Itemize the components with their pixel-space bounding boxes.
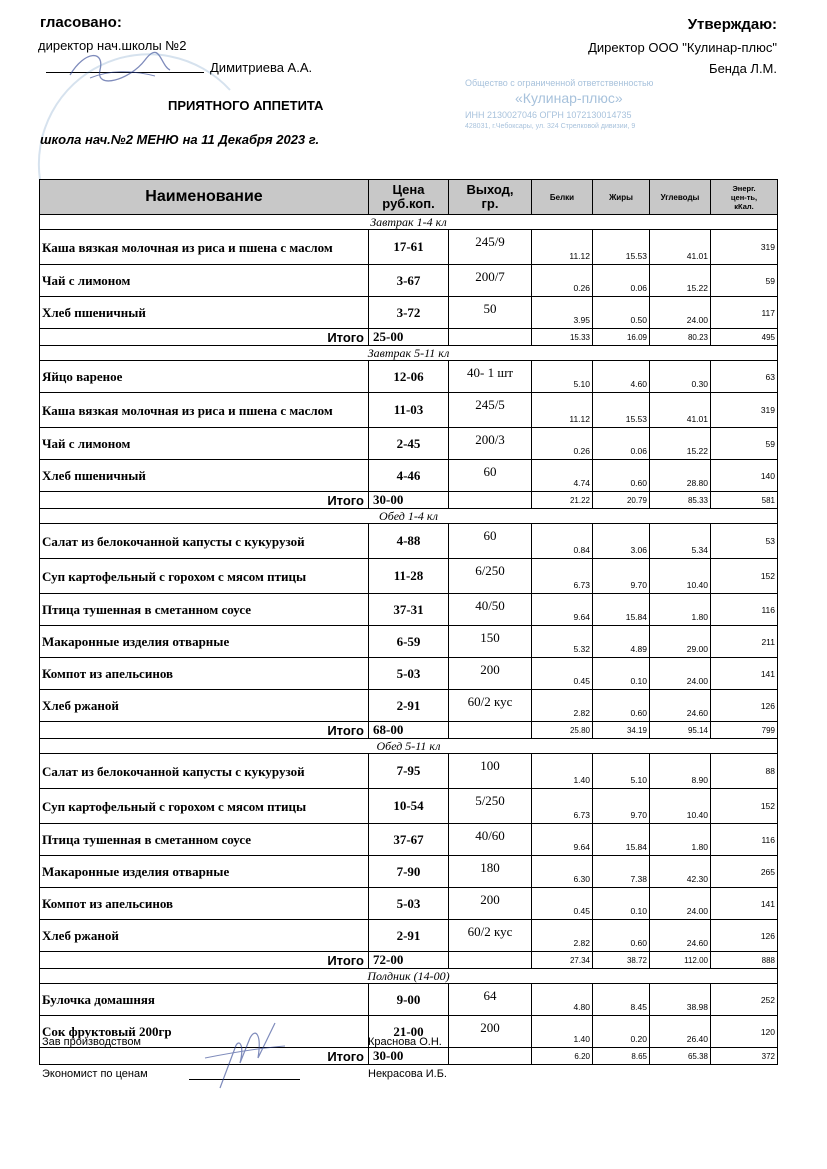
table-row (40, 690, 778, 722)
total-row (40, 952, 778, 969)
total-price: 30-00 (369, 492, 449, 509)
total-fat: 20.79 (593, 492, 650, 509)
dish-output: 64 (449, 984, 532, 1016)
total-fat: 34.19 (593, 722, 650, 739)
table-row (40, 754, 778, 789)
dish-protein: 9.64 (532, 594, 593, 626)
dish-carbs: 24.00 (650, 658, 711, 690)
company-stamp (465, 70, 697, 156)
stamp-line-4: 428031, г.Чебоксары, ул. 324 Стрелковой дивизии, 9 (465, 123, 636, 130)
dish-carbs: 26.40 (650, 1016, 711, 1048)
table-row (40, 361, 778, 393)
dish-name: Каша вязкая молочная из риса и пшена с маслом (40, 393, 369, 428)
dish-output: 50 (449, 297, 532, 329)
dish-name: Хлеб пшеничный (40, 460, 369, 492)
dish-price: 7-95 (369, 754, 449, 789)
dish-price: 12-06 (369, 361, 449, 393)
dish-protein: 5.32 (532, 626, 593, 658)
dish-price: 21-00 (369, 1016, 449, 1048)
section-title: Обед 5-11 кл (40, 739, 778, 754)
dish-price: 2-91 (369, 690, 449, 722)
total-row (40, 492, 778, 509)
director-role: Директор ООО "Кулинар-плюс" (588, 40, 777, 55)
dish-name: Каша вязкая молочная из риса и пшена с маслом (40, 230, 369, 265)
col-header-protein: Белки (532, 180, 593, 215)
total-output-blank (449, 1048, 532, 1065)
table-row (40, 920, 778, 952)
dish-price: 10-54 (369, 789, 449, 824)
dish-output: 60 (449, 460, 532, 492)
dish-output: 245/9 (449, 230, 532, 265)
dish-output: 180 (449, 856, 532, 888)
total-row (40, 1048, 778, 1065)
dish-fat: 4.60 (593, 361, 650, 393)
dish-protein: 5.10 (532, 361, 593, 393)
dish-carbs: 8.90 (650, 754, 711, 789)
dish-output: 5/250 (449, 789, 532, 824)
dish-fat: 15.53 (593, 230, 650, 265)
dish-price: 2-91 (369, 920, 449, 952)
col-header-output (449, 180, 532, 215)
dish-protein: 11.12 (532, 230, 593, 265)
dish-name: Хлеб пшеничный (40, 297, 369, 329)
dish-fat: 5.10 (593, 754, 650, 789)
dish-protein: 0.84 (532, 524, 593, 559)
section-title: Завтрак 1-4 кл (40, 215, 778, 230)
table-row (40, 230, 778, 265)
table-row (40, 789, 778, 824)
dish-protein: 2.82 (532, 920, 593, 952)
dish-fat: 9.70 (593, 559, 650, 594)
dish-energy: 116 (711, 594, 778, 626)
section-row (40, 739, 778, 754)
total-energy: 581 (711, 492, 778, 509)
total-label: Итого (40, 722, 369, 739)
dish-fat: 8.45 (593, 984, 650, 1016)
dish-price: 3-72 (369, 297, 449, 329)
dish-energy: 265 (711, 856, 778, 888)
dish-carbs: 5.34 (650, 524, 711, 559)
total-energy: 495 (711, 329, 778, 346)
total-protein: 6.20 (532, 1048, 593, 1065)
document-title: ПРИЯТНОГО АППЕТИТА (168, 98, 324, 113)
dish-name: Чай с лимоном (40, 428, 369, 460)
dish-fat: 0.60 (593, 920, 650, 952)
col-header-output-line2: гр. (481, 196, 499, 211)
economist-name: Некрасова И.Б. (368, 1068, 447, 1080)
dish-name: Салат из белокочанной капусты с кукурузой (40, 754, 369, 789)
total-fat: 8.65 (593, 1048, 650, 1065)
total-protein: 15.33 (532, 329, 593, 346)
dish-carbs: 1.80 (650, 594, 711, 626)
table-header-row (40, 180, 778, 215)
col-header-energy-line3: кКал. (734, 201, 754, 211)
table-row (40, 594, 778, 626)
approver-role: директор нач.школы №2 (38, 38, 187, 53)
dish-fat: 9.70 (593, 789, 650, 824)
dish-output: 40/50 (449, 594, 532, 626)
dish-energy: 152 (711, 789, 778, 824)
dish-energy: 59 (711, 428, 778, 460)
dish-energy: 319 (711, 230, 778, 265)
col-header-output-line1: Выход, (466, 182, 514, 197)
dish-name: Птица тушенная в сметанном соусе (40, 824, 369, 856)
dish-carbs: 38.98 (650, 984, 711, 1016)
total-row (40, 722, 778, 739)
total-label: Итого (40, 952, 369, 969)
dish-energy: 126 (711, 920, 778, 952)
dish-carbs: 24.60 (650, 920, 711, 952)
section-row (40, 346, 778, 361)
dish-output: 40- 1 шт (449, 361, 532, 393)
dish-name: Сок фруктовый 200гр (40, 1016, 369, 1048)
dish-protein: 2.82 (532, 690, 593, 722)
dish-fat: 15.53 (593, 393, 650, 428)
col-header-price-line1: Цена (392, 182, 425, 197)
dish-carbs: 15.22 (650, 265, 711, 297)
section-row (40, 509, 778, 524)
dish-output: 245/5 (449, 393, 532, 428)
dish-energy: 59 (711, 265, 778, 297)
dish-output: 6/250 (449, 559, 532, 594)
total-price: 68-00 (369, 722, 449, 739)
dish-price: 4-46 (369, 460, 449, 492)
dish-protein: 1.40 (532, 754, 593, 789)
director-name: Бенда Л.М. (709, 61, 777, 76)
dish-energy: 126 (711, 690, 778, 722)
dish-carbs: 41.01 (650, 230, 711, 265)
total-energy: 372 (711, 1048, 778, 1065)
dish-fat: 3.06 (593, 524, 650, 559)
dish-output: 200/3 (449, 428, 532, 460)
production-manager-name: Краснова О.Н. (368, 1036, 442, 1048)
table-row (40, 984, 778, 1016)
total-fat: 16.09 (593, 329, 650, 346)
dish-protein: 6.30 (532, 856, 593, 888)
total-row (40, 329, 778, 346)
section-row (40, 969, 778, 984)
table-row (40, 393, 778, 428)
dish-carbs: 24.00 (650, 888, 711, 920)
dish-name: Яйцо вареное (40, 361, 369, 393)
col-header-price (369, 180, 449, 215)
dish-price: 11-03 (369, 393, 449, 428)
total-label: Итого (40, 1048, 369, 1065)
dish-carbs: 24.00 (650, 297, 711, 329)
stamp-line-1: Общество с ограниченной ответственностью (465, 78, 654, 88)
dish-protein: 0.26 (532, 265, 593, 297)
dish-name: Компот из апельсинов (40, 658, 369, 690)
dish-name: Хлеб ржаной (40, 920, 369, 952)
dish-carbs: 1.80 (650, 824, 711, 856)
total-protein: 25.80 (532, 722, 593, 739)
table-row (40, 658, 778, 690)
dish-carbs: 29.00 (650, 626, 711, 658)
total-output-blank (449, 722, 532, 739)
dish-fat: 0.10 (593, 888, 650, 920)
dish-fat: 15.84 (593, 594, 650, 626)
table-row (40, 428, 778, 460)
dish-output: 200/7 (449, 265, 532, 297)
dish-fat: 0.10 (593, 658, 650, 690)
dish-name: Хлеб ржаной (40, 690, 369, 722)
dish-energy: 53 (711, 524, 778, 559)
approver-name: Димитриева А.А. (210, 60, 313, 75)
dish-carbs: 41.01 (650, 393, 711, 428)
dish-protein: 3.95 (532, 297, 593, 329)
table-row (40, 856, 778, 888)
dish-price: 7-90 (369, 856, 449, 888)
total-label: Итого (40, 329, 369, 346)
total-carbs: 85.33 (650, 492, 711, 509)
dish-name: Компот из апельсинов (40, 888, 369, 920)
dish-protein: 4.80 (532, 984, 593, 1016)
dish-protein: 0.26 (532, 428, 593, 460)
dish-energy: 252 (711, 984, 778, 1016)
table-row (40, 626, 778, 658)
total-price: 72-00 (369, 952, 449, 969)
dish-carbs: 0.30 (650, 361, 711, 393)
total-carbs: 95.14 (650, 722, 711, 739)
col-header-energy-line1: Энерг. (732, 183, 756, 193)
menu-table (39, 179, 778, 1065)
dish-carbs: 28.80 (650, 460, 711, 492)
dish-energy: 140 (711, 460, 778, 492)
dish-output: 200 (449, 658, 532, 690)
dish-carbs: 15.22 (650, 428, 711, 460)
dish-price: 3-67 (369, 265, 449, 297)
dish-name: Суп картофельный с горохом с мясом птицы (40, 559, 369, 594)
dish-price: 17-61 (369, 230, 449, 265)
economist-label: Экономист по ценам (42, 1068, 148, 1080)
dish-name: Макаронные изделия отварные (40, 856, 369, 888)
dish-output: 40/60 (449, 824, 532, 856)
total-price: 30-00 (369, 1048, 449, 1065)
total-energy: 799 (711, 722, 778, 739)
total-fat: 38.72 (593, 952, 650, 969)
dish-fat: 4.89 (593, 626, 650, 658)
section-title: Завтрак 5-11 кл (40, 346, 778, 361)
stamp-line-2: «Кулинар-плюс» (515, 90, 623, 106)
dish-carbs: 10.40 (650, 559, 711, 594)
dish-energy: 116 (711, 824, 778, 856)
dish-protein: 1.40 (532, 1016, 593, 1048)
approved-heading: Утверждаю: (687, 16, 777, 33)
dish-carbs: 24.60 (650, 690, 711, 722)
menu-body (40, 215, 778, 1065)
dish-energy: 152 (711, 559, 778, 594)
dish-price: 5-03 (369, 658, 449, 690)
dish-fat: 0.60 (593, 460, 650, 492)
dish-protein: 4.74 (532, 460, 593, 492)
dish-energy: 117 (711, 297, 778, 329)
dish-fat: 0.06 (593, 265, 650, 297)
dish-output: 60/2 кус (449, 690, 532, 722)
dish-name: Булочка домашняя (40, 984, 369, 1016)
approval-heading: гласовано: (40, 14, 122, 31)
dish-price: 11-28 (369, 559, 449, 594)
footer-signature-icon (200, 1018, 290, 1093)
dish-price: 37-31 (369, 594, 449, 626)
section-title: Полдник (14-00) (40, 969, 778, 984)
col-header-name: Наименование (40, 180, 369, 215)
dish-energy: 63 (711, 361, 778, 393)
dish-fat: 0.20 (593, 1016, 650, 1048)
total-carbs: 80.23 (650, 329, 711, 346)
total-carbs: 112.00 (650, 952, 711, 969)
dish-fat: 0.60 (593, 690, 650, 722)
total-protein: 27.34 (532, 952, 593, 969)
document-subtitle: школа нач.№2 МЕНЮ на 11 Декабря 2023 г. (40, 132, 320, 147)
dish-protein: 6.73 (532, 559, 593, 594)
dish-name: Макаронные изделия отварные (40, 626, 369, 658)
dish-price: 6-59 (369, 626, 449, 658)
dish-output: 150 (449, 626, 532, 658)
total-label: Итого (40, 492, 369, 509)
total-output-blank (449, 952, 532, 969)
production-manager-label: Зав производством (42, 1036, 141, 1048)
dish-energy: 88 (711, 754, 778, 789)
table-row (40, 265, 778, 297)
total-protein: 21.22 (532, 492, 593, 509)
col-header-energy (711, 180, 778, 215)
table-row (40, 559, 778, 594)
dish-output: 60 (449, 524, 532, 559)
total-price: 25-00 (369, 329, 449, 346)
table-row (40, 524, 778, 559)
dish-price: 9-00 (369, 984, 449, 1016)
dish-fat: 15.84 (593, 824, 650, 856)
stamp-line-3: ИНН 2130027046 ОГРН 1072130014735 (465, 110, 632, 120)
dish-carbs: 42.30 (650, 856, 711, 888)
dish-fat: 0.06 (593, 428, 650, 460)
col-header-carbs: Углеводы (650, 180, 711, 215)
dish-fat: 7.38 (593, 856, 650, 888)
dish-energy: 319 (711, 393, 778, 428)
dish-price: 5-03 (369, 888, 449, 920)
dish-energy: 211 (711, 626, 778, 658)
dish-name: Суп картофельный с горохом с мясом птицы (40, 789, 369, 824)
dish-protein: 0.45 (532, 888, 593, 920)
table-row (40, 824, 778, 856)
section-row (40, 215, 778, 230)
dish-energy: 141 (711, 888, 778, 920)
dish-output: 60/2 кус (449, 920, 532, 952)
dish-energy: 120 (711, 1016, 778, 1048)
table-row (40, 297, 778, 329)
dish-protein: 9.64 (532, 824, 593, 856)
col-header-fat: Жиры (593, 180, 650, 215)
total-carbs: 65.38 (650, 1048, 711, 1065)
table-row (40, 460, 778, 492)
total-energy: 888 (711, 952, 778, 969)
table-row (40, 888, 778, 920)
dish-output: 200 (449, 1016, 532, 1048)
dish-output: 100 (449, 754, 532, 789)
dish-name: Чай с лимоном (40, 265, 369, 297)
dish-price: 4-88 (369, 524, 449, 559)
dish-energy: 141 (711, 658, 778, 690)
dish-name: Салат из белокочанной капусты с кукурузой (40, 524, 369, 559)
dish-carbs: 10.40 (650, 789, 711, 824)
dish-fat: 0.50 (593, 297, 650, 329)
section-title: Обед 1-4 кл (40, 509, 778, 524)
dish-protein: 0.45 (532, 658, 593, 690)
col-header-price-line2: руб.коп. (382, 196, 435, 211)
total-output-blank (449, 329, 532, 346)
dish-name: Птица тушенная в сметанном соусе (40, 594, 369, 626)
dish-price: 2-45 (369, 428, 449, 460)
col-header-energy-line2: цен-ть, (730, 192, 758, 202)
dish-protein: 11.12 (532, 393, 593, 428)
dish-protein: 6.73 (532, 789, 593, 824)
dish-output: 200 (449, 888, 532, 920)
dish-price: 37-67 (369, 824, 449, 856)
total-output-blank (449, 492, 532, 509)
